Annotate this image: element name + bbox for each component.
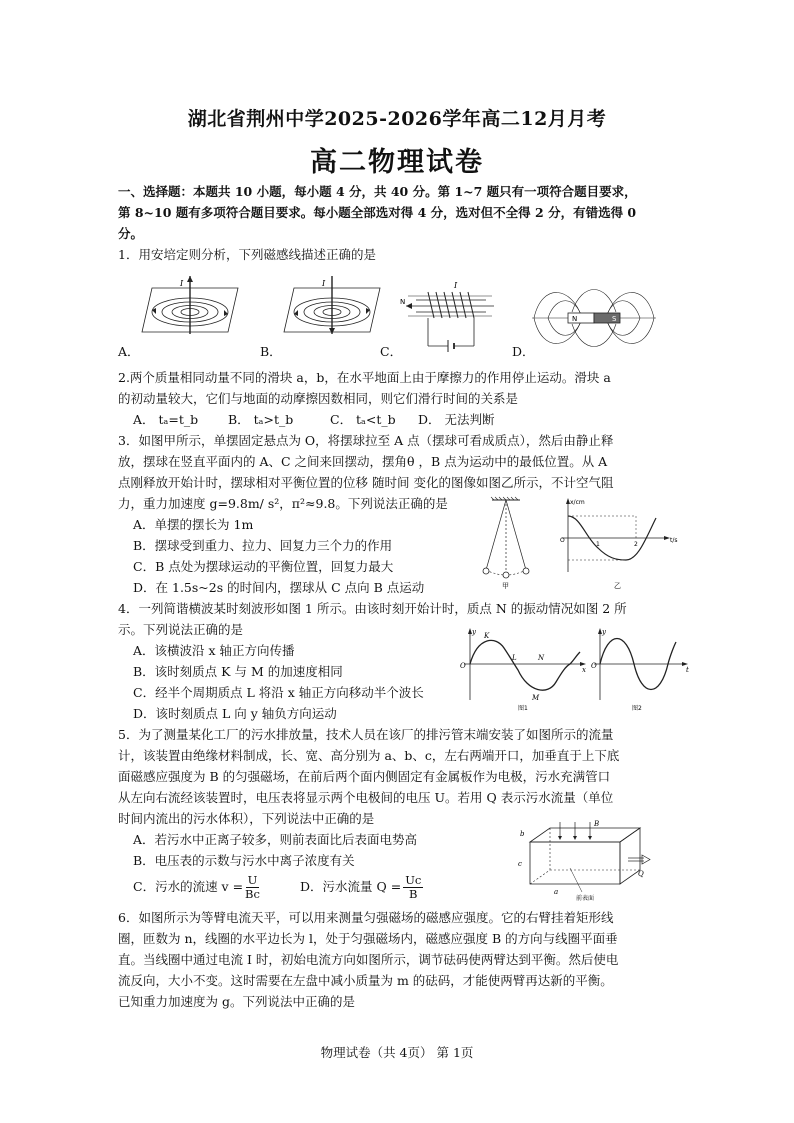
q3-line4: 力，重力加速度 g=9.8m/ s²，π²≈9.8。下列说法正确的是	[118, 496, 448, 511]
q5-option-c-fraction	[245, 874, 260, 901]
q5-line5: 时间内流出的污水体积），下列说法中正确的是	[118, 811, 375, 826]
q5-option-a: A．若污水中正离子较多，则前表面比后表面电势高	[133, 832, 418, 847]
q1-stem: 1．用安培定则分析，下列磁感线描述正确的是	[118, 247, 376, 262]
q1-figure-a	[140, 276, 240, 346]
q4-line1: 4．一列简谐横波某时刻波形如图 1 所示。由该时刻开始计时，质点 N 的振动情况如图 2 所	[118, 601, 627, 616]
q6-line1: 6．如图所示为等臂电流天平，可以用来测量匀强磁场的磁感应强度。它的右臂挂着矩形线	[118, 910, 614, 925]
q5-option-c-prefix: C．污水的流速 v =	[133, 879, 244, 894]
q3-graph-y-label: x/cm	[570, 499, 585, 506]
q5-fig-b-label: b	[520, 830, 525, 838]
q2-option-d: D． 无法判断	[418, 412, 495, 427]
q4-option-a: A．该横波沿 x 轴正方向传播	[133, 643, 295, 658]
q4f2-y-label: y	[602, 628, 606, 636]
q5-option-d-denominator: B	[409, 886, 418, 901]
q3-graph-x-label: t/s	[670, 537, 678, 544]
q4f2-t-label: t	[686, 666, 689, 674]
q4f1-n-label: N	[538, 654, 545, 662]
q1c-n-label: N	[400, 298, 406, 306]
school-title: 湖北省荆州中学2025-2026学年高二12月月考	[187, 108, 607, 130]
q4-wave-figure1	[456, 626, 590, 712]
q3-graph-origin: O	[560, 537, 565, 544]
q6-line3: 直。当线圈中通过电流 I 时，初始电流方向如图所示，调节砝码使两臂达到平衡。然后使电	[118, 952, 619, 967]
q5-line4: 从左向右流经该装置时，电压表将显示两个电极间的电压 U。若用 Q 表示污水流量（单位	[118, 790, 614, 805]
q2-option-c: C． tₐ<t_b	[330, 412, 396, 427]
q4f2-origin: O	[591, 662, 597, 670]
section-instruction-line1: 一、选择题：本题共 10 小题，每小题 4 分，共 40 分。第 1~7 题只有一项符合题目要求，	[118, 184, 637, 199]
q3-pendulum-figure	[476, 496, 536, 592]
q1c-current-label: I	[454, 281, 458, 290]
q4-fig2-caption: 图2	[632, 705, 642, 712]
q3-graph-t1: 1	[596, 541, 600, 548]
q2-line1: 2.两个质量相同动量不同的滑块 a，b，在水平地面上由于摩擦力的作用停止运动。滑块 a	[118, 370, 611, 385]
q5-line1: 5．为了测量某化工厂的污水排放量，技术人员在该厂的排污管末端安装了如图所示的流量	[118, 727, 614, 742]
section-instruction-line2: 第 8~10 题有多项符合题目要求。每小题全部选对得 4 分，选对但不全得 2 分，有错选得 0	[118, 205, 637, 220]
q4f1-x-label: x	[582, 666, 586, 674]
q3-line2: 放，摆球在竖直平面内的 A、C 之间来回摆动，摆角θ ，B 点为运动中的最低位置。从 A	[118, 454, 608, 469]
q5-line2: 计，该装置由绝缘材料制成，长、宽、高分别为 a、b、c，左右两端开口，加垂直于上下底	[118, 748, 620, 763]
q1-label-d: D．	[512, 344, 535, 359]
q3-fig-yi-label: 乙	[614, 582, 621, 590]
q3-option-c: C．B 点处为摆球运动的平衡位置，回复力最大	[133, 559, 394, 574]
q6-line2: 圈，匝数为 n，线圈的水平边长为 l，处于匀强磁场内，磁感应强度 B 的方向与线圈平面垂	[118, 931, 618, 946]
q3-line1: 3．如图甲所示，单摆固定悬点为 O，将摆球拉至 A 点（摆球可看成质点），然后由静止释	[118, 433, 614, 448]
q5-fig-field-label: B	[594, 820, 600, 828]
q5-fig-front-label: 前表面	[576, 895, 595, 902]
q5-flowmeter-figure	[510, 818, 660, 902]
q1-label-c: C．	[380, 344, 403, 359]
q4-line2: 示。下列说法正确的是	[118, 622, 244, 637]
q4-option-b: B．该时刻质点 K 与 M 的加速度相同	[133, 664, 343, 679]
q1d-s-label: S	[612, 315, 617, 323]
q4f1-origin: O	[460, 662, 466, 670]
q5-fig-c-label: c	[518, 860, 522, 868]
q4-vibration-figure2	[588, 626, 692, 712]
q5-option-c-numerator: U	[247, 872, 258, 887]
q5-option-d-prefix: D．污水流量 Q =	[300, 879, 402, 894]
q4-option-c: C．经半个周期质点 L 将沿 x 轴正方向移动半个波长	[133, 685, 424, 700]
q5-fig-q-label: Q	[638, 870, 644, 878]
q3-graph-t2: 2	[634, 541, 638, 548]
q4f1-y-label: y	[472, 628, 476, 636]
q1d-n-label: N	[572, 315, 578, 323]
q3-xt-graph	[556, 496, 680, 592]
q2-option-a: A． tₐ=t_b	[133, 412, 199, 427]
q4-fig1-caption: 图1	[518, 705, 528, 712]
q4f1-k-label: K	[484, 632, 490, 640]
q3-option-b: B．摆球受到重力、拉力、回复力三个力的作用	[133, 538, 393, 553]
q5-option-c	[133, 872, 262, 902]
exam-title: 高二物理试卷	[310, 147, 484, 178]
q1-label-b: B．	[260, 344, 282, 359]
q5-line3: 面磁感应强度为 B 的匀强磁场，在前后两个面内侧固定有金属板作为电极，污水充满管口	[118, 769, 611, 784]
q4f1-l-label: L	[512, 654, 517, 662]
q1-figure-d	[532, 282, 656, 354]
section-instruction-line3: 分。	[118, 226, 144, 241]
q4f1-m-label: M	[532, 694, 540, 702]
q3-option-a: A．单摆的摆长为 1m	[133, 517, 254, 532]
q6-line5: 已知重力加速度为 g。下列说法中正确的是	[118, 994, 355, 1009]
q5-option-d	[300, 872, 425, 902]
q3-option-d: D．在 1.5s~2s 的时间内，摆球从 C 点向 B 点运动	[133, 580, 425, 595]
q1-figure-c	[398, 278, 498, 354]
q1a-current-label: I	[180, 279, 184, 288]
q5-option-d-numerator: Uc	[405, 872, 422, 887]
q2-line2: 的初动量较大，它们与地面的动摩擦因数相同，则它们滑行时间的关系是	[118, 391, 519, 406]
q3-fig-jia-label: 甲	[502, 582, 509, 590]
q5-option-b: B．电压表的示数与污水中离子浓度有关	[133, 853, 355, 868]
page-footer: 物理试卷（共 4页） 第 1页	[320, 1045, 474, 1060]
q5-fig-a-label: a	[554, 888, 559, 896]
q1-figure-b	[282, 276, 382, 346]
q1-label-a: A．	[118, 344, 140, 359]
q3-line3: 点刚释放开始计时，摆球相对平衡位置的位移 随时间 变化的图像如图乙所示，不计空气阻	[118, 475, 614, 490]
q5-option-c-denominator: Bc	[245, 886, 260, 901]
q1b-current-label: I	[322, 279, 326, 288]
q5-option-d-fraction	[403, 874, 423, 901]
q2-option-b: B． tₐ>t_b	[228, 412, 294, 427]
q4-option-d: D．该时刻质点 L 向 y 轴负方向运动	[133, 706, 337, 721]
q6-line4: 流反向，大小不变。这时需要在左盘中减小质量为 m 的砝码，才能使两臂再达新的平衡。	[118, 973, 613, 988]
